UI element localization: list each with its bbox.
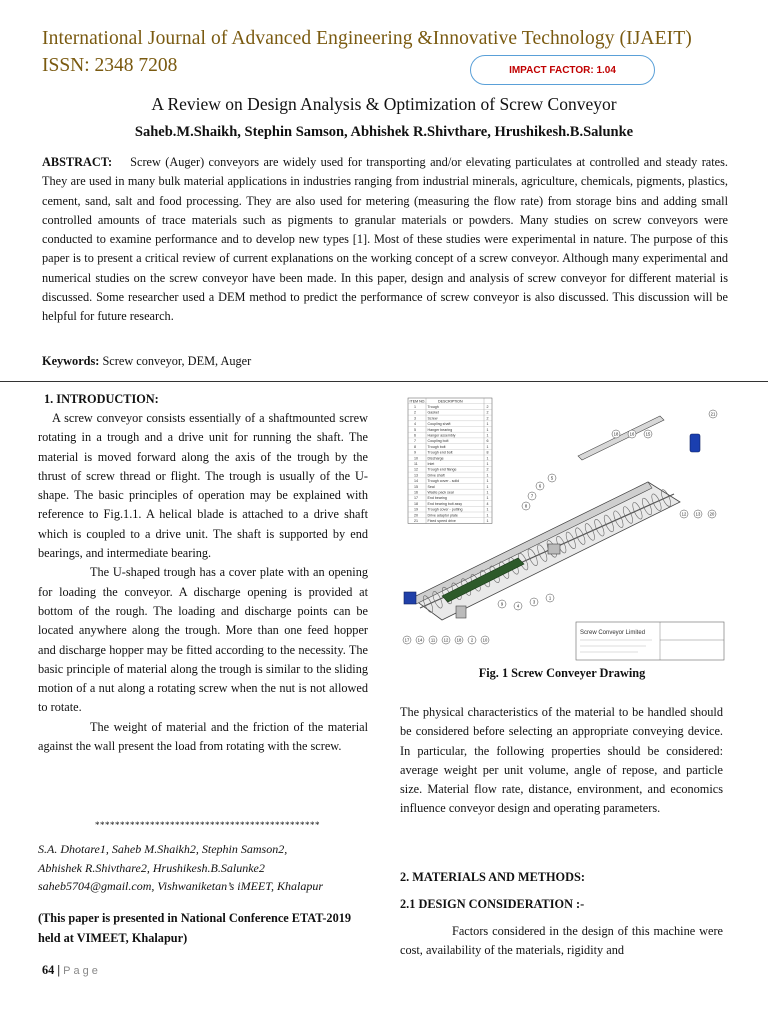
impact-factor-badge: IMPACT FACTOR: 1.04: [470, 55, 655, 85]
parts-table-desc: Screw: [427, 416, 438, 421]
part-balloon-label: 9: [500, 601, 504, 607]
intro-paragraph-3: The weight of material and the friction of the material against the wall present the load from rotating with the screw.: [38, 719, 368, 754]
parts-table-desc: Trough cover - solid: [427, 479, 460, 484]
parts-table-qty: 6: [486, 439, 489, 444]
parts-table-item-no: 16: [414, 490, 418, 495]
parts-table: [408, 398, 492, 523]
part-balloon-label: 2: [470, 637, 474, 643]
part-balloon-label: 21: [710, 411, 716, 417]
figure-caption: Fig. 1 Screw Conveyer Drawing: [478, 666, 646, 680]
parts-table-item-no: 8: [414, 444, 416, 449]
title-block: [576, 622, 724, 660]
part-balloon-label: 12: [681, 511, 687, 517]
parts-table-qty: 1: [486, 444, 489, 449]
left-column: [38, 392, 368, 756]
parts-table-desc: Seal: [427, 484, 435, 489]
abstract-text: Screw (Auger) conveyors are widely used for transporting and/or elevating particulates at controlled and steady rates. They are used in many bulk material applications in industries ranging from industrial minerals, agriculture, chemicals, pigments, plastics, cement, sand, salt and food processing. They are also used for metering (measuring the flow rate) from storage bins and adding small controlled amounts of trace materials such as pigments to granular materials or powders. Many studies on screw conveyors were conducted to examine performance and to develop new types [1]. Most of these studies were experimental in nature. The purpose of this paper is to present a critical review of current explanations on the working concept of a screw conveyor. Although many experimental and numerical studies on the screw conveyor have been made. In this paper, design and analysis of screw conveyor for different material is discussed. Some researcher used a DEM method to predict the performance of screw conveyor is also discussed. This discussion will be helpful for future research.: [42, 155, 728, 324]
parts-table-qty: 1: [486, 496, 489, 501]
footer-separator: |: [54, 963, 64, 977]
parts-table-qty: 1: [486, 462, 489, 466]
parts-table-item-no: 19: [414, 507, 418, 512]
title-block-company: Screw Conveyor Limited: [580, 630, 646, 636]
section-divider: [0, 381, 768, 382]
issn: ISSN: 2348 7208: [42, 55, 178, 76]
screw-conveyor-figure: [398, 394, 726, 662]
parts-table-item-no: 14: [414, 479, 418, 484]
parts-table-qty: 1: [486, 479, 489, 484]
parts-table-item-no: 3: [414, 416, 416, 421]
parts-table-desc: Hanger bearing: [427, 427, 453, 432]
design-consideration-text: [400, 922, 723, 961]
parts-table-qty: 1: [486, 507, 489, 512]
parts-table-item-no: 4: [414, 422, 416, 427]
section-2-heading: 2. MATERIALS AND METHODS:: [400, 870, 585, 884]
parts-table-item-no: 18: [414, 501, 418, 506]
part-balloon-label: 8: [524, 503, 528, 509]
parts-table-desc: Drive adaptor plate: [427, 513, 458, 518]
parts-table-desc: Inlet: [427, 462, 435, 466]
parts-table-header-desc: DESCRIPTION: [438, 399, 463, 404]
parts-table-qty: 1: [486, 427, 489, 432]
parts-table-qty: 2: [486, 416, 489, 421]
drive-motor: [690, 434, 700, 452]
parts-table-item-no: 9: [414, 450, 416, 455]
section-1-body: [38, 409, 368, 756]
parts-table-qty: 1: [486, 433, 489, 438]
part-balloon-label: 1: [548, 595, 552, 601]
end-bearing: [404, 592, 416, 604]
keywords-label: Keywords:: [42, 354, 100, 368]
parts-table-qty: 1: [486, 456, 489, 461]
parts-table-item-no: 21: [414, 519, 418, 523]
parts-table-desc: Trough bolt: [427, 444, 446, 449]
parts-table-desc: Waste pack seal: [427, 490, 454, 495]
page-footer: [42, 963, 101, 978]
parts-table-qty: 8: [486, 450, 489, 455]
parts-table-desc: Hanger assembly: [427, 433, 456, 438]
journal-title: International Journal of Advanced Engineering &Innovative Technology (IJAEIT): [42, 28, 692, 49]
part-balloon-label: 5: [550, 475, 554, 481]
design-paragraph: Factors considered in the design of this machine were cost, availability of the materials, rigidity and: [400, 924, 723, 958]
screw-conveyor-drawing: [398, 394, 726, 662]
parts-table-qty: 2: [486, 405, 489, 409]
parts-table-qty: 2: [486, 410, 489, 415]
parts-table-item-no: 2: [414, 410, 416, 415]
parts-table-item-no: 17: [414, 496, 418, 501]
cover-plate: [578, 416, 664, 460]
parts-table-item-no: 6: [414, 433, 416, 438]
parts-table-qty: 1: [486, 484, 489, 489]
section-2-1-heading: 2.1 DESIGN CONSIDERATION :-: [400, 897, 585, 911]
part-balloon-label: 4: [516, 603, 520, 609]
page-word: Page: [63, 965, 101, 977]
parts-table-desc: Coupling bolt: [427, 439, 449, 444]
separator-stars: *********************************************: [95, 820, 320, 830]
hanger-bearing: [548, 544, 560, 554]
affiliation-line-1: S.A. Dhotare1, Saheb M.Shaikh2, Stephin Samson2,: [38, 842, 288, 856]
parts-table-desc: Gasket: [427, 410, 439, 415]
section-1-heading: 1. INTRODUCTION:: [44, 392, 159, 406]
part-balloon-label: 20: [709, 511, 715, 517]
intro-paragraph-2: The U-shaped trough has a cover plate with an opening for loading the conveyor. A discharge opening is provided at bottom of the rough. The loading and discharge points can be located anywhere along the trough. More than one feed hopper and discharge hopper may be fitted according to the necessity. The basic principle of material along the trough is similar to the sliding motion of a nut along a rotating screw when the nut is not allowed to rotate.: [38, 565, 368, 715]
parts-table-item-no: 12: [414, 467, 418, 472]
keywords-text: Screw conveyor, DEM, Auger: [102, 354, 252, 368]
part-balloon-label: 11: [430, 637, 436, 643]
paper-title: A Review on Design Analysis & Optimization of Screw Conveyor: [151, 94, 617, 114]
parts-table-qty: 4: [486, 501, 489, 506]
parts-table-desc: Fixed speed drive: [427, 519, 456, 523]
right-column-paragraph: The physical characteristics of the material to be handled should be considered before selecting an appropriate conveying device. In particular, the following properties should be considered: average weight per unit volume, angle of repose, and particle size. Material flow rate, distance, environment, and economics influence conveyor design and operating parameters.: [400, 705, 723, 816]
parts-table-qty: 1: [486, 490, 489, 495]
intro-paragraph-1: A screw conveyor consists essentially of a shaftmounted screw rotating in a trough and a drive unit for running the shaft. The material is moved forward along the axis of the trough by the thrust of screw thread or flight. The trough is usually of the U-shape. The basic principles of operation may be explained with reference to Fig.1.1. A helical blade is attached to a drive shaft which is coupled to a drive unit. The shaft is supported by end bearings, and intermediate bearing.: [38, 411, 368, 561]
parts-table-desc: Coupling shaft: [427, 422, 451, 427]
parts-table-header-item: ITEM NO.: [409, 399, 426, 404]
keywords: [42, 354, 251, 369]
parts-table-qty: 2: [486, 467, 489, 472]
parts-table-desc: Drive shaft: [427, 473, 445, 478]
parts-table-desc: Trough end flange: [427, 467, 457, 472]
part-balloon-label: 7: [530, 493, 534, 499]
parts-table-item-no: 7: [414, 439, 416, 444]
part-balloon-label: 6: [538, 483, 542, 489]
conference-note: (This paper is presented in National Conference ETAT-2019 held at VIMEET, Khalapur): [38, 911, 352, 945]
parts-table-item-no: 13: [414, 473, 418, 478]
parts-table-desc: End bearing bolt assy: [427, 501, 463, 506]
part-balloon-label: 3: [532, 599, 536, 605]
parts-table-qty: 1: [486, 513, 489, 518]
parts-table-item-no: 15: [414, 484, 418, 489]
part-balloon-label: 10: [482, 637, 488, 643]
parts-table-desc: Trough: [427, 405, 439, 409]
parts-table-item-no: 1: [414, 405, 416, 409]
part-balloon-label: 14: [417, 637, 423, 643]
abstract: [42, 153, 728, 327]
parts-table-desc: Discharge: [427, 456, 444, 461]
part-balloon-label: 17: [404, 637, 410, 643]
affiliation-line-2: Abhishek R.Shivthare2, Hrushikesh.B.Salunke2: [38, 860, 265, 875]
parts-table-qty: 1: [486, 519, 489, 523]
abstract-label: ABSTRACT:: [42, 155, 113, 169]
parts-table-desc: End bearing: [427, 496, 447, 501]
parts-table-item-no: 11: [414, 462, 418, 466]
parts-table-item-no: 5: [414, 427, 416, 432]
parts-table-item-no: 10: [414, 456, 418, 461]
part-balloon-label: 13: [695, 511, 701, 517]
author-affiliation: [38, 840, 373, 896]
affiliation-line-3: saheb5704@gmail.com, Vishwaniketan’s iMEET, Khalapur: [38, 879, 324, 893]
parts-table-desc: Trough end bolt: [427, 450, 453, 455]
part-balloon-label: 18: [456, 637, 462, 643]
part-balloon-label: 16: [629, 431, 635, 437]
part-balloon-label: 15: [645, 431, 651, 437]
parts-table-item-no: 20: [414, 513, 418, 518]
paper-authors: Saheb.M.Shaikh, Stephin Samson, Abhishek R.Shivthare, Hrushikesh.B.Salunke: [134, 124, 634, 140]
part-balloon-label: 12: [443, 637, 449, 643]
parts-table-desc: Trough cover - putting: [427, 507, 463, 512]
parts-table-qty: 1: [486, 473, 489, 478]
discharge-outlet: [456, 606, 466, 618]
page-number: 64: [42, 963, 55, 977]
parts-table-qty: 1: [486, 422, 489, 427]
part-balloon-label: 18: [613, 431, 619, 437]
